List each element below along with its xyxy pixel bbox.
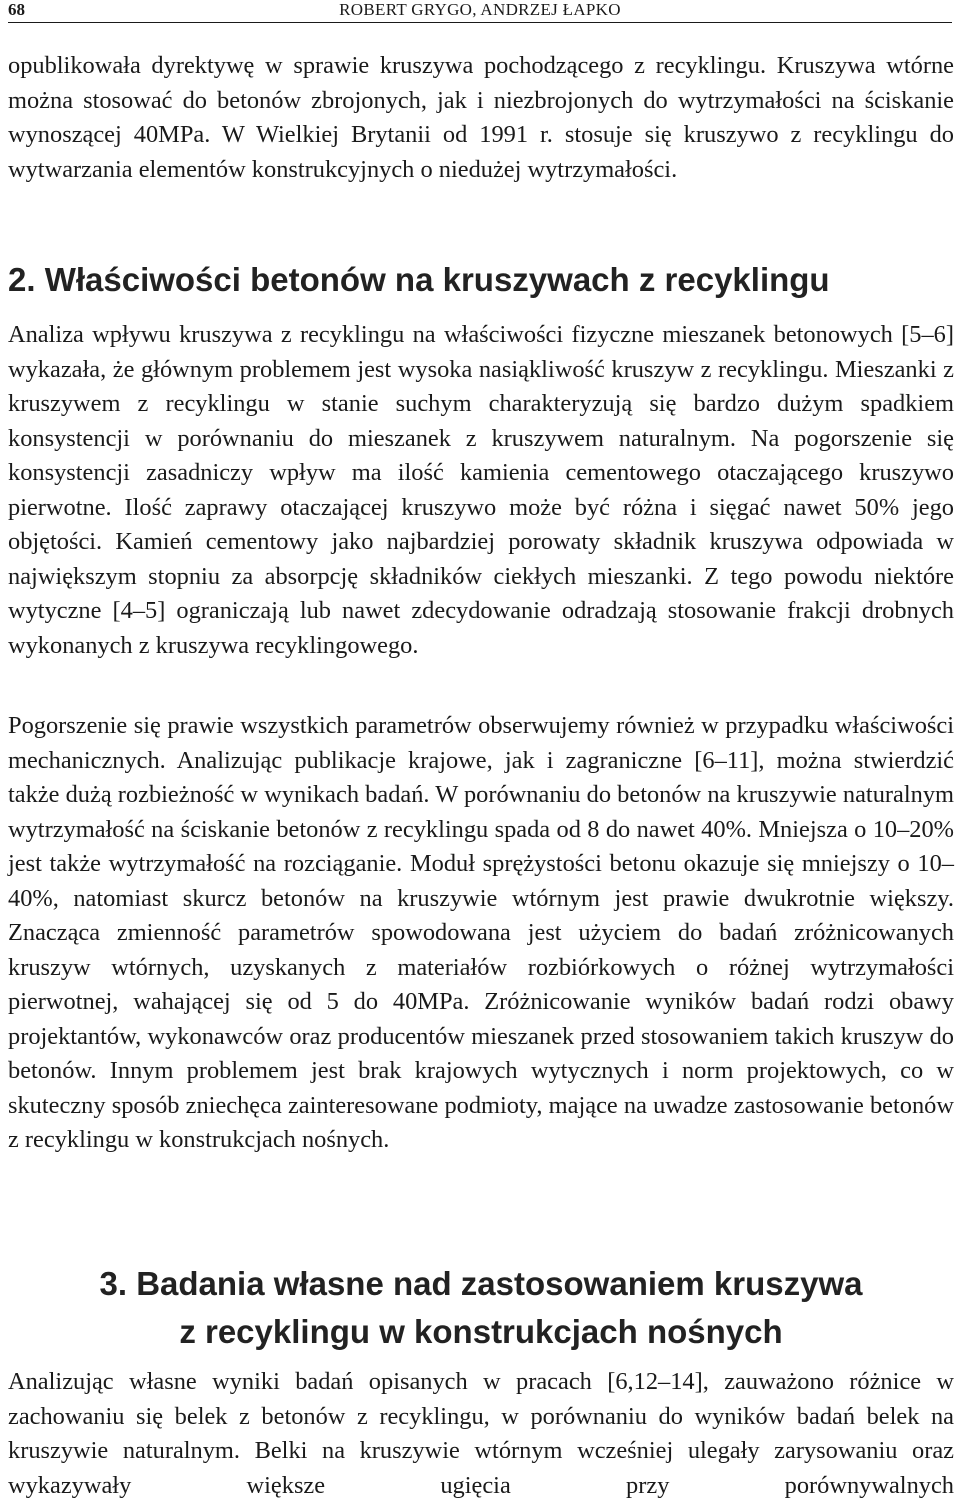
paragraph-mechanical-properties: Pogorszenie się prawie wszystkich parametrów obserwujemy również w przypadku właściwości mechanicznych. Analizując publikacje krajowe, jak i zagraniczne [6–11], można stwierdzić także dużą rozbieżność w wynikach badań. W porównaniu do betonów na kruszywie naturalnym wytrzymałość na ściskanie betonów z recyklingu spada od 8 do nawet 40%. Mniejsza o 10–20% jest także wytrzymałość na rozciąganie. Moduł sprężystości betonu okazuje się mniejszy o 10–40%, natomiast skurcz betonów na kruszywie wtórnym jest prawie dwukrotnie większy. Znacząca zmienność parametrów spowodowana jest użyciem do badań zróżnicowanych kruszyw wtórnych, uzyskanych z materiałów rozbiórkowych o różnej wytrzymałości pierwotnej, wahającej się od 5 do 40MPa. Zróżnicowanie wyników badań rodzi obawy projektantów, wykonawców oraz producentów mieszanek przed stosowaniem takich kruszyw do betonów. Innym problemem jest brak krajowych wytycznych i norm projektowych, co w skuteczny sposób zniechęca zainteresowane podmioty, mające na uwadze zastosowanie betonów z recyklingu w konstrukcjach nośnych. xyxy=(8,712,954,1153)
section-3-heading xyxy=(8,1260,954,1356)
running-header-authors: ROBERT GRYGO, ANDRZEJ ŁAPKO xyxy=(339,0,621,19)
section-2-heading: 2. Właściwości betonów na kruszywach z recyklingu xyxy=(8,261,830,298)
running-header xyxy=(8,0,952,23)
paragraph-aggregate-properties: Analiza wpływu kruszywa z recyklingu na właściwości fizyczne mieszanek betonowych [5–6] wykazała, że głównym problemem jest wysoka nasiąkliwość kruszyw z recyklingu. Mieszanki z kruszywem z recyklingu w stanie suchym charakteryzują się bardzo dużym spadkiem konsystencji w porównaniu do mieszanek z kruszywem naturalnym. Na pogorszenie się konsystencji zasadniczy wpływ ma ilość kamienia cementowego otaczającego kruszywo pierwotne. Ilość zaprawy otaczającej kruszywo może być różna i sięgać nawet 50% jego objętości. Kamień cementowy jako najbardziej porowaty składnik kruszywa odpowiada w największym stopniu za absorpcję składników ciekłych mieszanki. Z tego powodu niektóre wytyczne [4–5] ograniczają lub nawet zdecydowanie odradzają stosowanie frakcji drobnych wykonanych z kruszywa recyklingowego. xyxy=(8,321,954,659)
section-3-heading-line-2: z recyklingu w konstrukcjach nośnych xyxy=(179,1313,783,1350)
paragraph-intro-continuation: opublikowała dyrektywę w sprawie kruszywa pochodzącego z recyklingu. Kruszywa wtórne można stosować do betonów zbrojonych, jak i niezbrojonych do wytrzymałości na ściskanie wynoszącej 40MPa. W Wielkiej Brytanii od 1991 r. stosuje się kruszywo z recyklingu do wytwarzania elementów konstrukcyjnych o niedużej wytrzymałości. xyxy=(8,52,954,183)
paragraph-own-research: Analizując własne wyniki badań opisanych w pracach [6,12–14], zauważono różnice w zachowaniu się belek z betonów z recyklingu, w porównaniu do wyników badań belek na kruszywie naturalnym. Belki na kruszywie wtórnym wcześniej ulegały zarysowaniu oraz wykazywały większe ugięcia przy porównywalnych xyxy=(8,1368,954,1499)
section-3-heading-line-1: 3. Badania własne nad zastosowaniem kruszywa xyxy=(99,1265,863,1302)
page-number: 68 xyxy=(8,0,25,19)
